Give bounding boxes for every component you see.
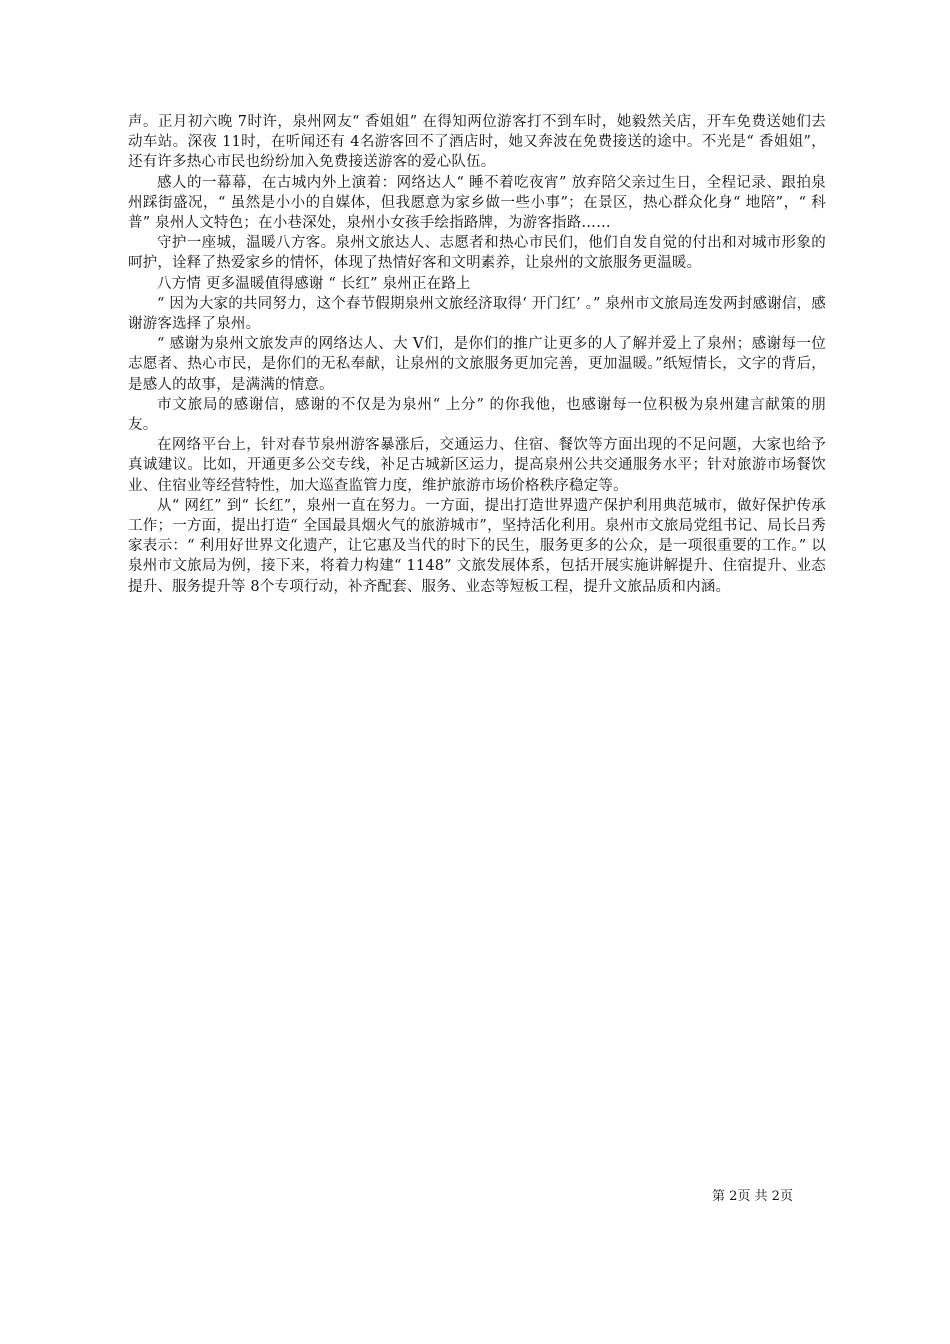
paragraph-3: 守护一座城，温暖八方客。泉州文旅达人、志愿者和热心市民们，他们自发自觉的付出和对城市形象的呵护，诠释了热爱家乡的情怀，体现了热情好客和文明素养，让泉州的文旅服务更温暖。: [128, 235, 826, 272]
paragraph-8: 在网络平台上，针对春节泉州游客暴涨后，交通运力、住宿、餐饮等方面出现的不足问题，大家也给予真诚建议。比如，开通更多公交专线，补足古城新区运力，提高泉州公共交通服务水平；针对旅游市场餐饮业、住宿业等经营特性，加大巡查监管力度，维护旅游市场价格秩序稳定等。: [128, 437, 826, 494]
paragraph-1: 声。正月初六晚 7时许，泉州网友“ 香姐姐” 在得知两位游客打不到车时，她毅然关店，开车免费送她们去动车站。深夜 11时，在听闻还有 4名游客回不了酒店时，她又奔波在免费接送的途中。不光是“ 香姐姐”，还有许多热心市民也纷纷加入免费接送游客的爱心队伍。: [128, 114, 826, 171]
paragraph-6: “ 感谢为泉州文旅发声的网络达人、大 V们，是你们的推广让更多的人了解并爱上了泉州；感谢每一位志愿者、热心市民，是你们的无私奉献，让泉州的文旅服务更加完善，更加温暖。”纸短情长，文字的背后，是感人的故事，是满满的情意。: [128, 336, 826, 393]
paragraph-9: 从“ 网红” 到“ 长红”，泉州一直在努力。一方面，提出打造世界遗产保护利用典范城市，做好保护传承工作；一方面，提出打造“ 全国最具烟火气的旅游城市”，坚持活化利用。泉州市文旅局党组书记、局长吕秀家表示：“ 利用好世界文化遗产，让它惠及当代的时下的民生，服务更多的公众，是一项很重要的工作。” 以泉州市文旅局为例，接下来，将着力构建“ 1148” 文旅发展体系，包括开展实施讲解提升、住宿提升、业态提升、服务提升等 8个专项行动，补齐配套、服务、业态等短板工程，提升文旅品质和内涵。: [128, 497, 826, 595]
paragraph-5: “ 因为大家的共同努力，这个春节假期泉州文旅经济取得‘ 开门红’ 。” 泉州市文旅局连发两封感谢信，感谢游客选择了泉州。: [128, 295, 826, 333]
article-body: [128, 112, 826, 597]
page-number-footer: 第 2页 共 2页: [712, 1189, 793, 1204]
section-heading: 八方情 更多温暖值得感谢 “ 长红” 泉州正在路上: [157, 275, 471, 292]
paragraph-2: 感人的一幕幕，在古城内外上演着：网络达人“ 睡不着吃夜宵” 放弃陪父亲过生日，全程记录、跟拍泉州踩街盛况，“ 虽然是小小的自媒体，但我愿意为家乡做一些小事”；在景区，热心群众化身“ 地陪”，“ 科普” 泉州人文特色；在小巷深处，泉州小女孩手绘指路牌，为游客指路……: [128, 174, 826, 232]
paragraph-7: 市文旅局的感谢信，感谢的不仅是为泉州“ 上分” 的你我他，也感谢每一位积极为泉州建言献策的朋友。: [128, 396, 826, 434]
